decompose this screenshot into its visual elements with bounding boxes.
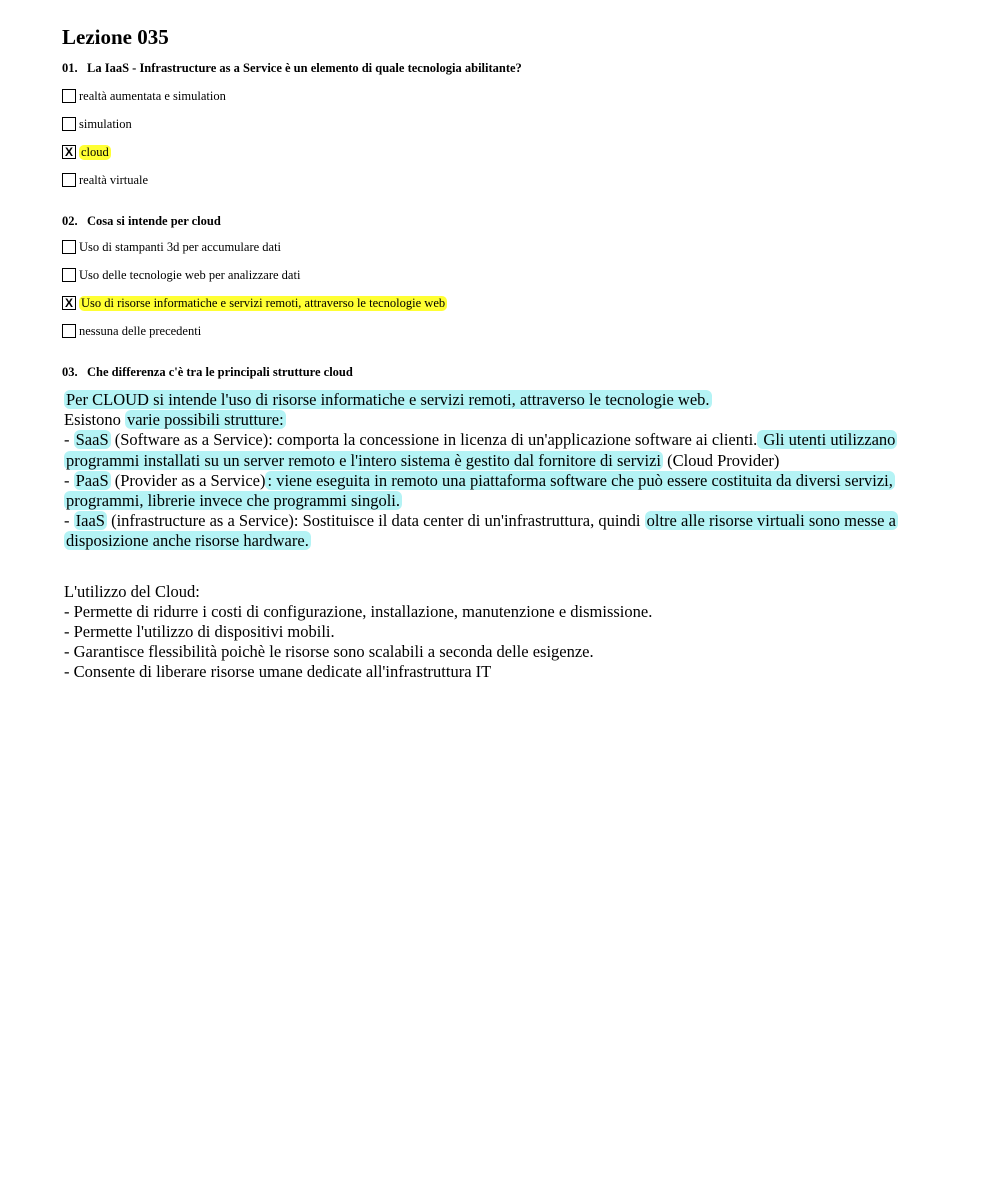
- text: (infrastructure as a Service): Sostituisce il data center di un'infrastruttura, quindi: [106, 511, 645, 531]
- highlight: Gli utenti utilizzano programmi installati su un server remoto e l'intero sistema è gestito dal fornitore di servizi: [66, 430, 896, 470]
- text: (Cloud Provider): [662, 450, 780, 470]
- option-item[interactable]: [62, 267, 942, 283]
- answer-structures: [64, 410, 942, 430]
- usage-item: - Garantisce flessibilità poichè le risorse sono scalabili a seconda delle esigenze.: [64, 642, 594, 662]
- checkbox-checked[interactable]: X: [62, 296, 76, 310]
- saas-term: SaaS: [75, 430, 109, 450]
- highlight: oltre alle risorse virtuali sono messe a disposizione anche risorse hardware.: [66, 511, 896, 551]
- usage-item: - Permette l'utilizzo di dispositivi mobili.: [64, 622, 335, 642]
- option-label: Uso delle tecnologie web per analizzare dati: [79, 267, 301, 282]
- highlight: : viene eseguita in remoto una piattaforma software che può essere costituita da diversi servizi, programmi, librerie invece che programmi singoli.: [66, 470, 893, 511]
- option-item[interactable]: [62, 323, 942, 339]
- checkbox[interactable]: [62, 240, 76, 254]
- document-page: [62, 24, 942, 683]
- question-3: [62, 364, 942, 683]
- question-1: [62, 60, 942, 188]
- option-label: nessuna delle precedenti: [79, 323, 202, 338]
- dash: -: [64, 470, 74, 490]
- question-text: Cosa si intende per cloud: [87, 214, 221, 228]
- question-2-title: [62, 213, 942, 229]
- checkbox[interactable]: [62, 173, 76, 187]
- question-2: [62, 213, 942, 339]
- usage-title: L'utilizzo del Cloud:: [64, 581, 200, 601]
- answer-iaas: [64, 511, 942, 551]
- answer-saas: [64, 430, 942, 470]
- answer-paas: [64, 471, 942, 511]
- option-label-highlighted: Uso di risorse informatiche e servizi remoti, attraverso le tecnologie web: [81, 295, 446, 310]
- question-3-title: [62, 364, 942, 380]
- question-text: La IaaS - Infrastructure as a Service è un elemento di quale tecnologia abilitante?: [87, 61, 522, 75]
- paas-term: PaaS: [75, 470, 109, 490]
- highlight: varie possibili strutture:: [126, 410, 284, 430]
- checkbox[interactable]: [62, 268, 76, 282]
- lesson-title: Lezione 035: [62, 25, 169, 49]
- checkbox[interactable]: [62, 324, 76, 338]
- text: (Software as a Service): comporta la concessione in licenza di un'applicazione software ai clienti.: [110, 430, 758, 450]
- option-label: realtà virtuale: [79, 172, 149, 187]
- option-item[interactable]: [62, 88, 942, 104]
- question-number: 03.: [62, 365, 78, 379]
- answer-intro: [64, 390, 942, 410]
- answer-text: [62, 390, 942, 683]
- dash: -: [64, 511, 74, 531]
- option-item[interactable]: [62, 116, 942, 132]
- question-number: 02.: [62, 214, 78, 228]
- option-item[interactable]: [62, 172, 942, 188]
- text: Esistono: [64, 410, 125, 430]
- option-label: Uso di stampanti 3d per accumulare dati: [79, 239, 282, 254]
- option-label-highlighted: cloud: [81, 144, 109, 159]
- dash: -: [64, 430, 74, 450]
- option-label: realtà aumentata e simulation: [79, 88, 226, 103]
- option-item[interactable]: [62, 295, 942, 311]
- checkbox[interactable]: [62, 89, 76, 103]
- text: (Provider as a Service): [110, 470, 266, 490]
- checkbox[interactable]: [62, 117, 76, 131]
- question-1-title: [62, 60, 942, 76]
- iaas-term: IaaS: [75, 511, 105, 531]
- highlight: Per CLOUD si intende l'uso di risorse informatiche e servizi remoti, attraverso le tecnologie web.: [66, 390, 710, 409]
- usage-item: - Permette di ridurre i costi di configurazione, installazione, manutenzione e dismissione.: [64, 601, 653, 621]
- question-number: 01.: [62, 61, 78, 75]
- checkbox-checked[interactable]: X: [62, 145, 76, 159]
- option-item[interactable]: [62, 239, 942, 255]
- option-label: simulation: [79, 116, 132, 131]
- usage-item: - Consente di liberare risorse umane dedicate all'infrastruttura IT: [64, 662, 492, 682]
- question-text: Che differenza c'è tra le principali strutture cloud: [87, 365, 353, 379]
- option-item[interactable]: [62, 144, 942, 160]
